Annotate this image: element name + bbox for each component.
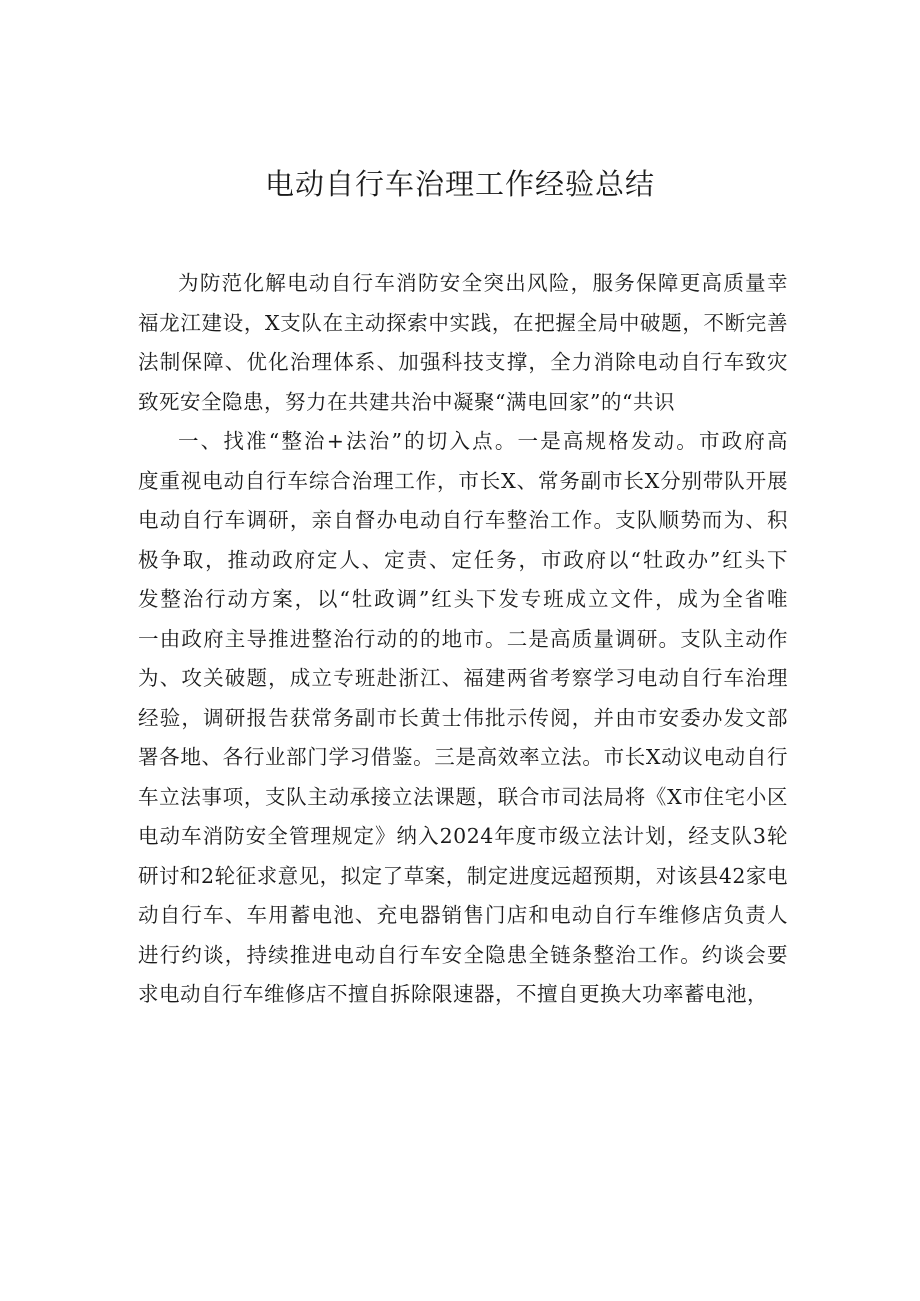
paragraph-line: 进行约谈，持续推进电动自行车安全隐患全链条整治工作。约谈会要 — [138, 942, 788, 967]
paragraph-line: 一由政府主导推进整治行动的的地市。二是高质量调研。支队主动作 — [138, 626, 788, 651]
paragraph-line: 经验，调研报告获常务副市长黄士伟批示传阅，并由市安委办发文部 — [138, 705, 788, 730]
paragraph-line: 车立法事项，支队主动承接立法课题，联合市司法局将《X市住宅小区 — [138, 784, 788, 809]
paragraph-line: 求电动自行车维修店不擅自拆除限速器，不擅自更换大功率蓄电池， — [138, 982, 768, 1006]
paragraph-line: 署各地、各行业部门学习借鉴。三是高效率立法。市长X动议电动自行 — [138, 745, 788, 769]
paragraph-line: 法制保障、优化治理体系、加强科技支撑，全力消除电动自行车致灾 — [138, 350, 788, 374]
paragraph-line: 电动车消防安全管理规定》纳入2024年度市级立法计划，经支队3轮 — [138, 824, 788, 848]
document-title: 电动自行车治理工作经验总结 — [264, 167, 655, 201]
paragraph-line: 发整治行动方案，以“牡政调”红头下发专班成立文件，成为全省唯 — [138, 587, 788, 611]
paragraph-line: 动自行车、车用蓄电池、充电器销售门店和电动自行车维修店负责人 — [138, 903, 788, 927]
paragraph-line: 度重视电动自行车综合治理工作，市长X、常务副市长X分别带队开展 — [138, 468, 788, 493]
paragraph-line: 极争取，推动政府定人、定责、定任务，市政府以“牡政办”红头下 — [138, 547, 788, 572]
paragraph-line: 致死安全隐患，努力在共建共治中凝聚“满电回家”的“共识 — [138, 389, 675, 414]
paragraph-line: 福龙江建设，X支队在主动探索中实践，在把握全局中破题，不断完善 — [138, 310, 788, 335]
paragraph-line: 研讨和2轮征求意见，拟定了草案，制定进度远超预期，对该县42家电 — [138, 863, 788, 888]
paragraph-line: 为、攻关破题，成立专班赴浙江、福建两省考察学习电动自行车治理 — [138, 666, 788, 690]
paragraph-line: 一、找准“整治+法治”的切入点。一是高规格发动。市政府高 — [178, 429, 788, 453]
document-body — [138, 264, 788, 1015]
paragraph-line: 为防范化解电动自行车消防安全突出风险，服务保障更高质量幸 — [178, 271, 788, 295]
paragraph-line: 电动自行车调研，亲自督办电动自行车整治工作。支队顺势而为、积 — [138, 508, 788, 532]
